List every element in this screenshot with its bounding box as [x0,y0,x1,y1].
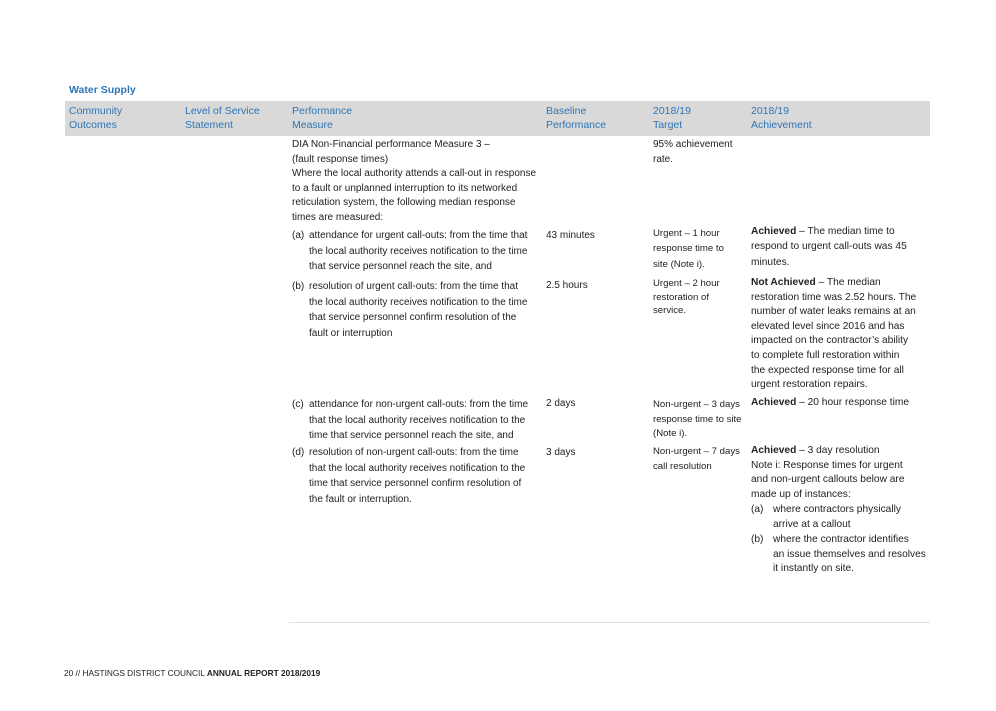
baseline-b: 2.5 hours [546,280,588,291]
note-item-line: where the contractor identifies [773,534,909,545]
page-footer [64,668,320,678]
measure-intro-line: to a fault or unplanned interruption to its networked [292,182,518,194]
note-item-line: where contractors physically [773,504,901,515]
achievement-line: elevated level since 2016 and has [751,320,905,332]
baseline-a: 43 minutes [546,230,595,241]
achievement-d [751,444,904,502]
measure-item-line: attendance for urgent call-outs: from the time that [309,230,528,241]
measure-title-line: DIA Non-Financial performance Measure 3 – [292,139,490,150]
achievement-line: minutes. [751,256,790,268]
measure-item-line: the fault or interruption. [309,493,412,505]
measure-item-label: (a) [292,230,305,241]
target-d [653,445,740,474]
measure-item-line: attendance for non-urgent call-outs: from the time [309,399,529,410]
note-item-line: an issue themselves and resolves [773,548,926,560]
achievement-line: respond to urgent call-outs was 45 [751,241,907,253]
target-line: response time to [653,243,724,255]
achievement-status: Achieved [751,226,797,237]
achievement-line: – 3 day resolution [799,445,880,456]
target-line: Urgent – 2 hour [653,278,720,289]
achievement-line: – 20 hour response time [799,397,910,408]
measure-item-line: that service personnel reach the site, and [309,261,492,272]
footer-prefix: 20 // HASTINGS DISTRICT COUNCIL [64,668,207,678]
header-baseline-performance: Baseline Performance [546,105,607,131]
overall-target-line: 95% achievement [653,139,733,150]
achievement-line: impacted on the contractor’s ability [751,335,909,347]
measure-item-label: (d) [292,447,305,458]
measure-intro-line: Where the local authority attends a call-out in response [292,168,537,180]
achievement-line: to complete full restoration within [751,349,900,361]
measure-item-label: (c) [292,399,304,410]
measure-item-line: fault or interruption [309,327,393,339]
note-item-label: (b) [751,534,764,545]
target-b [653,277,720,318]
header-community-outcomes: Community Outcomes [69,105,123,131]
note-item-line: arrive at a callout [773,518,851,530]
measure-item-line: that the local authority receives notification to the [309,462,526,474]
overall-target-line: rate. [653,153,674,165]
header-target: 2018/19 Target [653,105,691,131]
note-line: and non-urgent callouts below are [751,474,905,486]
target-line: call resolution [653,460,712,472]
baseline-c: 2 days [546,398,576,409]
table-bottom-rule [289,622,930,623]
target-line: service. [653,305,687,316]
header-performance-measure: Performance Measure [292,105,353,131]
measure-item-label: (b) [292,281,305,292]
note-item-line: it instantly on site. [773,563,854,575]
achievement-c [751,395,909,410]
achievement-status: Not Achieved [751,277,816,288]
achievement-line: the expected response time for all [751,364,904,376]
baseline-d: 3 days [546,447,576,458]
overall-target [653,138,733,167]
target-line: Urgent – 1 hour [653,228,720,239]
measure-title-line: (fault response times) [292,153,389,165]
note-line: Note i: Response times for urgent [751,459,903,471]
measure-block [292,138,547,226]
achievement-line: urgent restoration repairs. [751,379,868,391]
footer-report-title: ANNUAL REPORT 2018/2019 [206,668,321,678]
target-line: Non-urgent – 3 days [653,399,740,410]
note-item-label: (a) [751,504,764,515]
measure-item-line: the local authority receives notification to the time [309,245,528,257]
measure-item-line: time that service personnel reach the site, and [309,430,514,441]
target-line: (Note i). [653,428,688,440]
target-line: response time to site [653,413,742,425]
achievement-line: – The median time to [799,226,895,237]
header-achievement: 2018/19 Achievement [751,105,812,131]
achievement-line: number of water leaks remains at an [751,306,916,318]
measure-item-line: that service personnel confirm resolution of the [309,312,517,323]
measure-intro-line: reticulation system, the following median response [292,197,516,209]
achievement-b [751,276,916,393]
target-line: site (Note i). [653,258,705,270]
achievement-a [751,224,907,270]
measure-item-line: that the local authority receives notification to the [309,414,526,426]
header-level-of-service: Level of Service Statement [185,105,260,131]
section-title: Water Supply [69,84,136,96]
measure-item-line: resolution of urgent call-outs: from the time that [309,281,518,292]
measure-item-line: resolution of non-urgent call-outs: from the time [309,447,519,458]
achievement-status: Achieved [751,397,797,408]
achievement-status: Achieved [751,445,797,456]
measure-item-line: time that service personnel confirm resolution of [309,478,522,489]
note-line: made up of instances: [751,488,851,500]
target-line: Non-urgent – 7 days [653,446,740,457]
achievement-line: restoration time was 2.52 hours. The [751,291,917,303]
measure-intro-line: times are measured: [292,211,384,223]
achievement-line: – The median [818,277,881,288]
measure-item-line: the local authority receives notification to the time [309,296,528,308]
target-c [653,398,742,442]
target-line: restoration of [653,291,709,303]
target-a [653,226,724,272]
